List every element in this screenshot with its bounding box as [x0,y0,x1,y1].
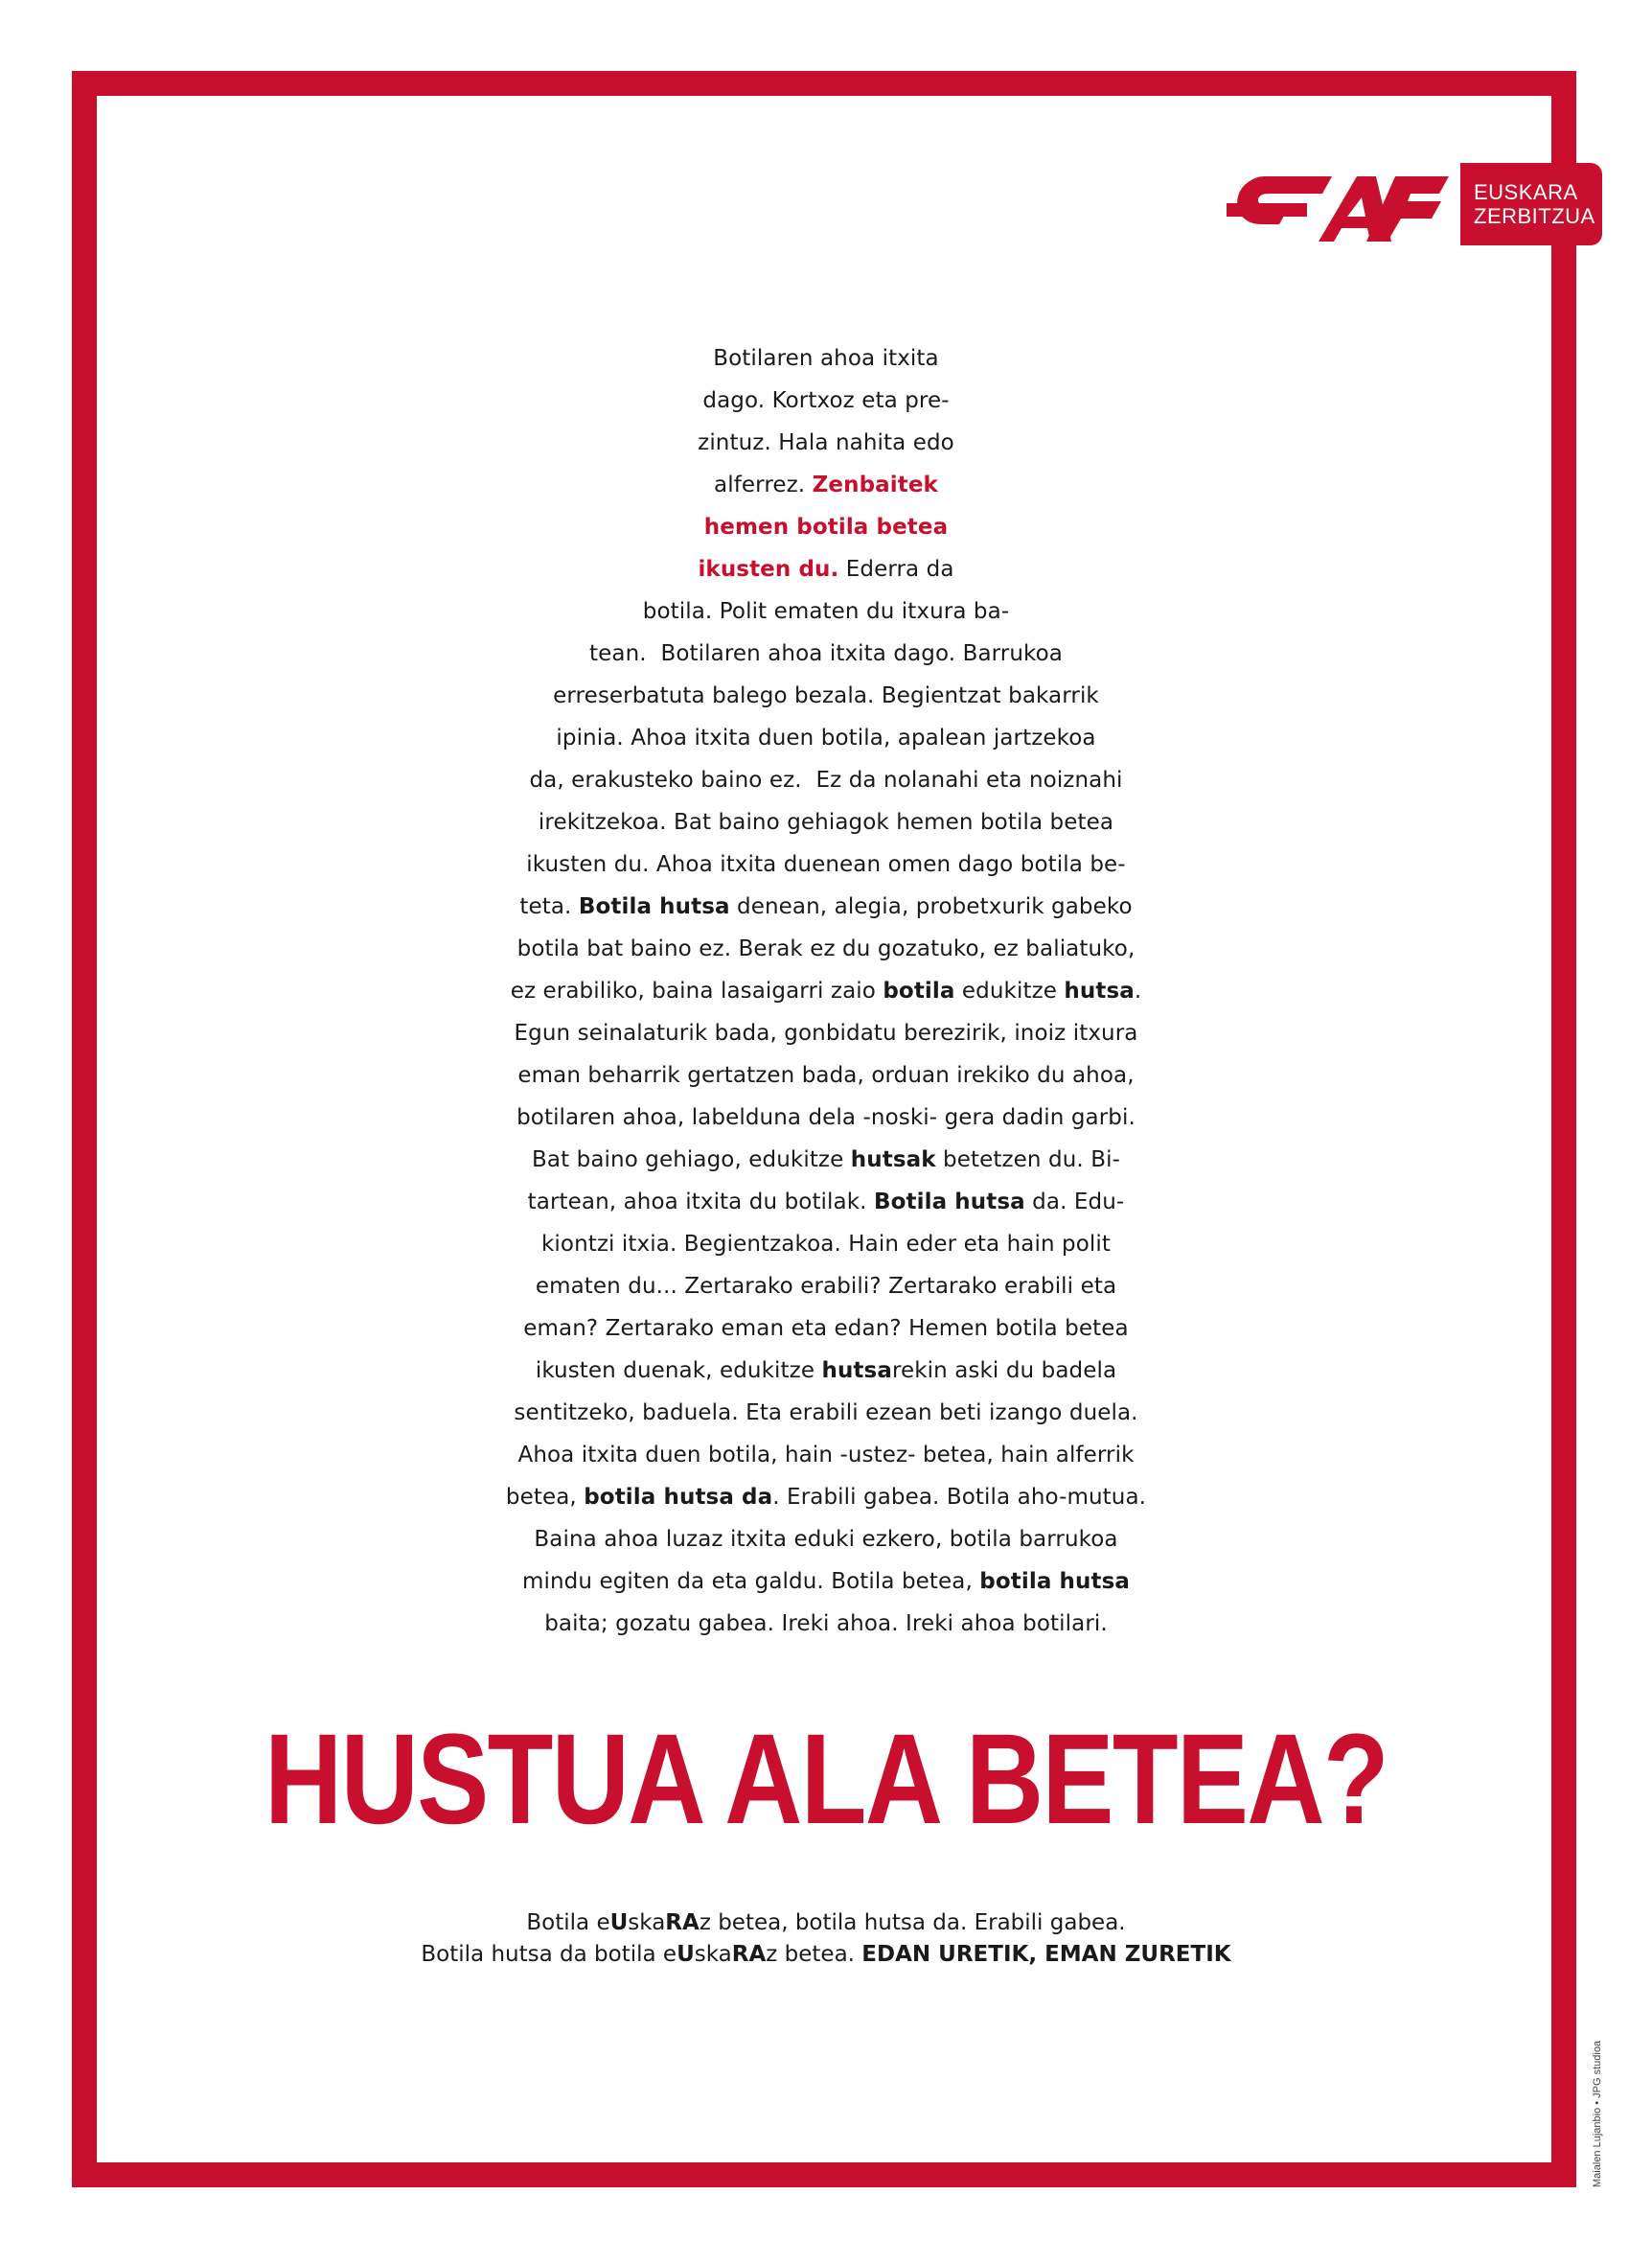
text-segment: da. Edu- [1024,1190,1125,1214]
body-line [0,1392,1652,1434]
text-segment: ikusten du. Ahoa itxita duenean omen dago botila be- [526,852,1126,877]
text-segment: botilaren ahoa, labelduna dela -noski- gera dadin garbi. [516,1105,1136,1130]
body-line [0,675,1652,717]
body-line [0,1054,1652,1097]
text-segment: Ahoa itxita duen botila, hain -ustez- betea, hain alferrik [517,1443,1135,1467]
text-segment: RA [731,1942,767,1967]
body-line [0,1223,1652,1265]
body-line [0,380,1652,422]
text-segment: alferrez. [714,473,813,497]
text-segment: edukitze [954,979,1065,1004]
text-segment: tartean, ahoa itxita du botilak. [527,1190,874,1214]
tagline-line [0,1907,1652,1939]
body-line [0,759,1652,801]
text-segment: rekin aski du badela [891,1358,1117,1383]
body-line [0,464,1652,506]
text-segment: sentitzeko, baduela. Eta erabili ezean beti izango duela. [514,1400,1138,1425]
text-segment: ska [628,1910,666,1935]
text-segment: ikusten du. [698,557,839,582]
text-segment: mindu egiten da eta galdu. Botila betea, [521,1569,980,1594]
body-line [0,801,1652,843]
text-segment: eman beharrik gertatzen bada, orduan irekiko du ahoa, [517,1063,1135,1088]
badge-line-2: ZERBITZUA [1474,204,1595,228]
body-line [0,970,1652,1012]
text-segment: Botila hutsa da botila e [421,1942,677,1967]
text-segment: EDAN URETIK, EMAN ZURETIK [861,1942,1231,1967]
text-segment: ez erabiliko, baina lasaigarri zaio [510,979,883,1004]
text-segment: ipinia. Ahoa itxita duen botila, apalean jartzekoa [556,726,1096,751]
text-segment: hutsa [1064,979,1135,1004]
body-line [0,590,1652,633]
text-segment: hutsak [850,1147,936,1172]
text-segment: Ederra da [838,557,954,582]
text-segment: botila bat baino ez. Berak ez du gozatuko, ez baliatuko, [516,936,1136,961]
text-segment: Baina ahoa luzaz itxita eduki ezkero, botila barrukoa [534,1527,1118,1552]
text-segment: RA [665,1910,700,1935]
text-segment: hutsa [821,1358,892,1383]
body-line [0,1139,1652,1181]
headline: HUSTUA ALA BETEA? [264,1708,1388,1851]
body-line [0,506,1652,548]
body-line [0,422,1652,464]
text-segment: Egun seinalaturik bada, gonbidatu berezirik, inoiz itxura [514,1021,1138,1046]
body-line [0,1012,1652,1054]
body-line [0,886,1652,928]
body-text [0,337,1652,1645]
text-segment: Zenbaitek [812,473,938,497]
body-line [0,1350,1652,1392]
body-line [0,843,1652,886]
body-line [0,1181,1652,1223]
euskara-zerbitzua-badge [1460,163,1602,245]
body-line [0,1518,1652,1560]
body-line [0,928,1652,970]
text-segment: Botilaren ahoa itxita [713,346,939,371]
text-segment: ska [694,1942,732,1967]
credit-text: Maialen Lujanbio • JPG studioa [1592,2040,1603,2187]
text-segment: betea, [505,1485,585,1510]
body-line [0,1434,1652,1476]
text-segment: z betea, botila hutsa da. Erabili gabea. [699,1910,1126,1935]
badge-line-1: EUSKARA [1474,180,1578,204]
text-segment: Bat baino gehiago, edukitze [532,1147,851,1172]
text-segment: Botila hutsa [873,1190,1025,1214]
text-segment: irekitzekoa. Bat baino gehiagok hemen botila betea [538,810,1114,835]
caf-logo [1227,161,1610,249]
text-segment: Botila hutsa [578,894,730,919]
body-line [0,717,1652,759]
text-segment: botila hutsa [979,1569,1131,1594]
text-segment: dago. Kortxoz eta pre- [702,388,950,413]
text-segment: teta. [519,894,579,919]
caf-logo-mark [1227,169,1449,249]
tagline [0,1907,1652,1971]
text-segment: betetzen du. Bi- [935,1147,1120,1172]
body-line [0,548,1652,590]
text-segment: . Erabili gabea. Botila aho-mutua. [772,1485,1147,1510]
body-line [0,1097,1652,1139]
text-segment: botila [883,979,955,1004]
text-segment: denean, alegia, probetxurik gabeko [729,894,1133,919]
text-segment: kiontzi itxia. Begientzakoa. Hain eder eta hain polit [540,1232,1112,1257]
text-segment: botila hutsa da [584,1485,773,1510]
text-segment: da, erakusteko baino ez. Ez da nolanahi eta noiznahi [529,768,1123,793]
text-segment: erreserbatuta balego bezala. Begientzat bakarrik [553,683,1099,708]
text-segment: botila. Polit ematen du itxura ba- [642,599,1010,624]
body-line [0,633,1652,675]
text-segment: . [1134,979,1142,1004]
text-segment: Botila e [526,1910,610,1935]
body-line [0,1307,1652,1350]
body-line [0,1265,1652,1307]
text-segment: U [609,1910,629,1935]
text-segment: tean. Botilaren ahoa itxita dago. Barrukoa [589,641,1063,666]
text-segment: zintuz. Hala nahita edo [698,430,954,455]
tagline-line [0,1939,1652,1971]
body-line [0,337,1652,380]
text-segment: ematen du... Zertarako erabili? Zertarako erabili eta [535,1274,1117,1299]
body-line [0,1603,1652,1645]
text-segment: z betea. [766,1942,862,1967]
text-segment: eman? Zertarako eman eta edan? Hemen botila betea [523,1316,1129,1341]
body-line [0,1560,1652,1603]
body-line [0,1476,1652,1518]
text-segment: ikusten duenak, edukitze [535,1358,822,1383]
text-segment: U [677,1942,695,1967]
text-segment: hemen botila betea [703,515,949,540]
text-segment: baita; gozatu gabea. Ireki ahoa. Ireki ahoa botilari. [544,1611,1108,1636]
